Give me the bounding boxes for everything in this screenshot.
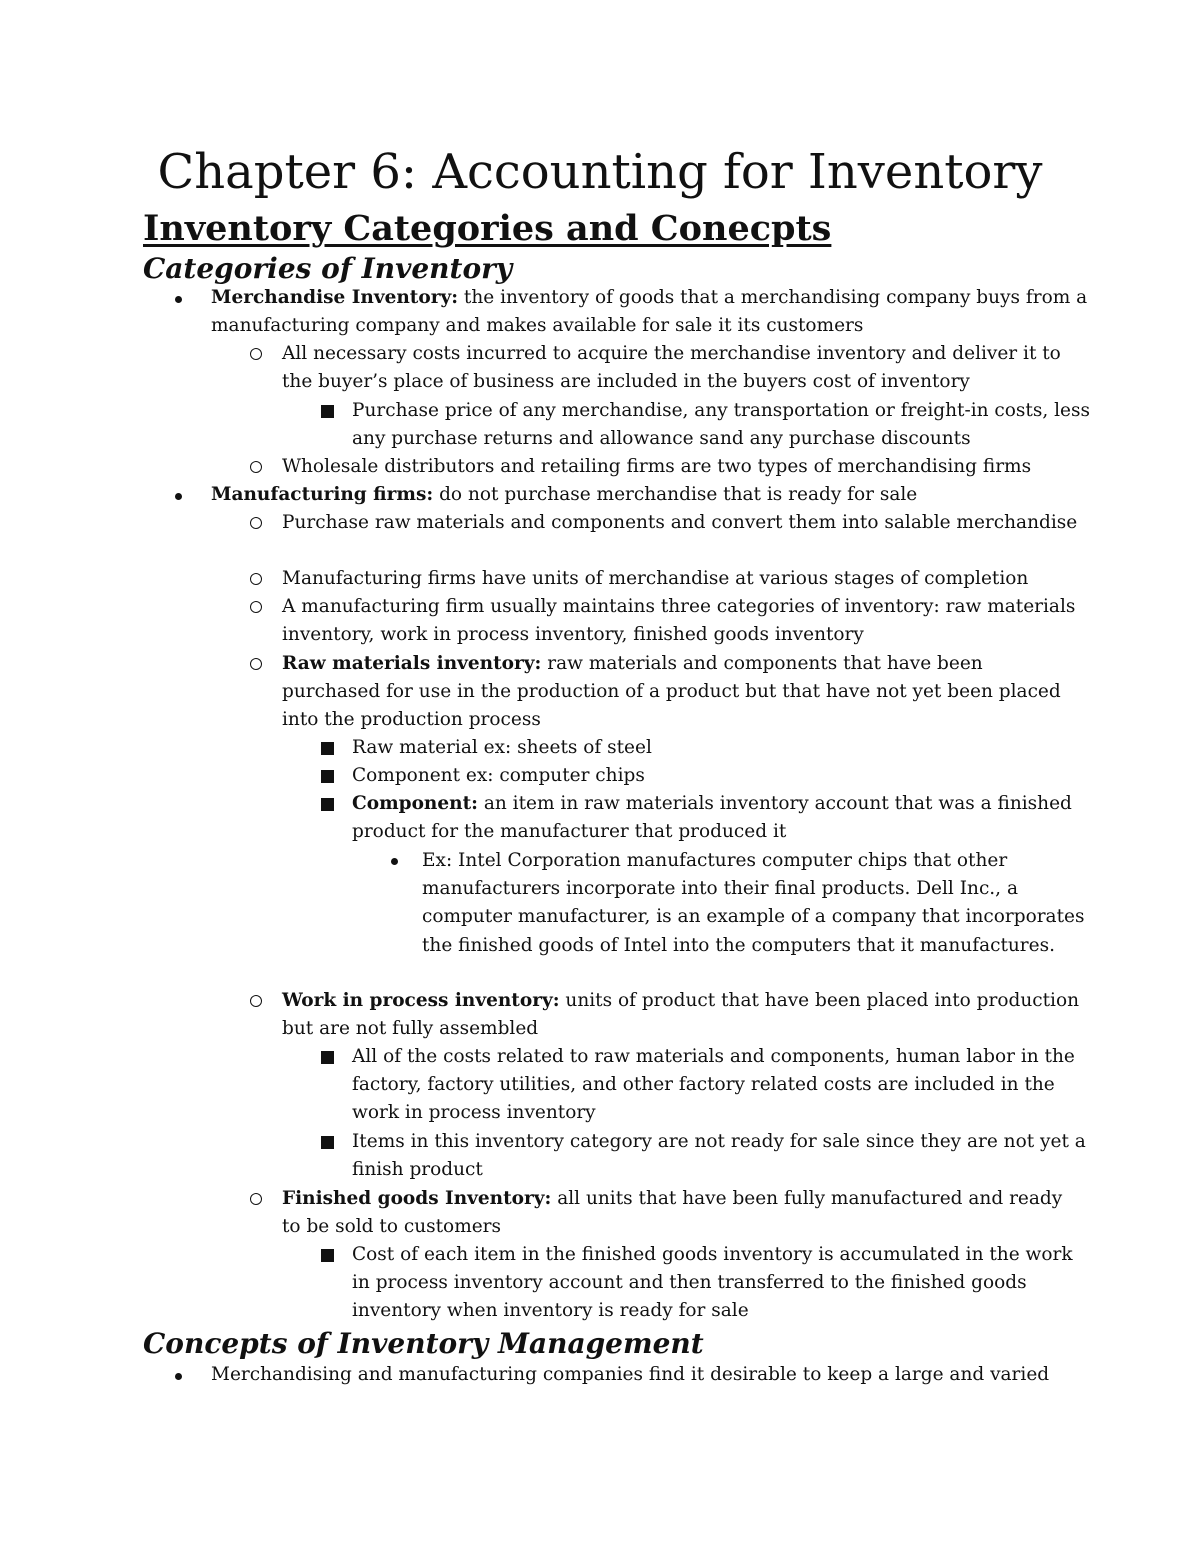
bullet-square-icon xyxy=(321,770,334,783)
list-item xyxy=(352,762,1092,790)
item-text: A manufacturing firm usually maintains three categories of inventory: raw materials inventory, work in process inventory, finished goods inventory xyxy=(282,596,1076,646)
item-text: an item in raw materials inventory account that was a finished product for the manufacturer that produced it xyxy=(352,793,1072,843)
item-text: Merchandising and manufacturing companies find it desirable to keep a large and varied xyxy=(211,1364,1050,1385)
bullet-circle-icon xyxy=(250,601,262,613)
item-text: Purchase raw materials and components and convert them into salable merchandise xyxy=(282,512,1078,533)
page-title: Chapter 6: Accounting for Inventory xyxy=(157,144,1043,200)
list-item xyxy=(211,284,1091,340)
term: Raw materials inventory: xyxy=(282,653,542,674)
list-item xyxy=(282,987,1082,1043)
list-item xyxy=(211,1361,1111,1389)
bullet-circle-icon xyxy=(250,573,262,585)
item-text: Component ex: computer chips xyxy=(352,765,645,786)
item-text: All necessary costs incurred to acquire the merchandise inventory and deliver it to the buyer’s place of business are included in the buyers cost of inventory xyxy=(282,343,1061,393)
list-item xyxy=(352,1241,1092,1326)
bullet-square-icon xyxy=(321,742,334,755)
list-item xyxy=(282,593,1082,649)
list-item xyxy=(282,565,1082,593)
term: Component: xyxy=(352,793,478,814)
item-text: Ex: Intel Corporation manufactures computer chips that other manufacturers incorporate into their final products. Dell Inc., a computer manufacturer, is an example of a company that incorporates the finished goods of Intel into the computers that it manufactures. xyxy=(422,850,1085,956)
list-item xyxy=(282,1185,1082,1241)
subsection-heading-categories: Categories of Inventory xyxy=(143,252,513,285)
item-text: Raw material ex: sheets of steel xyxy=(352,737,652,758)
list-item xyxy=(352,790,1092,846)
bullet-circle-icon xyxy=(250,517,262,529)
bullet-square-icon xyxy=(321,405,334,418)
bullet-dot-icon xyxy=(175,493,182,500)
bullet-square-icon xyxy=(321,798,334,811)
list-item xyxy=(352,734,1092,762)
item-text: do not purchase merchandise that is ready for sale xyxy=(433,484,918,505)
bullet-circle-icon xyxy=(250,348,262,360)
bullet-square-icon xyxy=(321,1249,334,1262)
list-item xyxy=(352,1128,1092,1184)
list-item xyxy=(282,509,1082,537)
term: Manufacturing firms: xyxy=(211,484,434,505)
bullet-dot-icon xyxy=(175,296,182,303)
item-text: Purchase price of any merchandise, any transportation or freight-in costs, less any purchase returns and allowance sand any purchase discounts xyxy=(352,400,1090,450)
list-item xyxy=(211,481,1091,509)
bullet-dot-icon xyxy=(391,858,398,865)
term: Merchandise Inventory: xyxy=(211,287,459,308)
item-text: Manufacturing firms have units of merchandise at various stages of completion xyxy=(282,568,1029,589)
item-text: All of the costs related to raw materials and components, human labor in the factory, factory utilities, and other factory related costs are included in the work in process inventory xyxy=(352,1046,1075,1124)
item-text: Wholesale distributors and retailing firms are two types of merchandising firms xyxy=(282,456,1032,477)
list-item xyxy=(282,453,1082,481)
subsection-heading-concepts: Concepts of Inventory Management xyxy=(143,1327,704,1360)
item-text: Cost of each item in the finished goods inventory is accumulated in the work in process inventory account and then transferred to the finished goods inventory when inventory is ready for sale xyxy=(352,1244,1073,1322)
bullet-dot-icon xyxy=(175,1373,182,1380)
section-heading: Inventory Categories and Conecpts xyxy=(143,208,832,249)
list-item xyxy=(352,397,1092,453)
term: Finished goods Inventory: xyxy=(282,1188,552,1209)
bullet-square-icon xyxy=(321,1136,334,1149)
bullet-circle-icon xyxy=(250,1193,262,1205)
list-item xyxy=(282,650,1082,735)
bullet-circle-icon xyxy=(250,461,262,473)
bullet-circle-icon xyxy=(250,995,262,1007)
list-item xyxy=(422,847,1102,960)
item-text: Items in this inventory category are not ready for sale since they are not yet a finish product xyxy=(352,1131,1086,1181)
item-text: all units that have been fully manufactured and ready to be sold to customers xyxy=(282,1188,1063,1238)
item-text: units of product that have been placed into production but are not fully assembled xyxy=(282,990,1079,1040)
list-item xyxy=(352,1043,1092,1128)
term: Work in process inventory: xyxy=(282,990,560,1011)
item-text: the inventory of goods that a merchandising company buys from a manufacturing company and makes available for sale it its customers xyxy=(211,287,1088,337)
list-item xyxy=(282,340,1082,396)
bullet-square-icon xyxy=(321,1051,334,1064)
item-text: raw materials and components that have been purchased for use in the production of a product but that have not yet been placed into the production process xyxy=(282,653,1061,731)
bullet-circle-icon xyxy=(250,658,262,670)
